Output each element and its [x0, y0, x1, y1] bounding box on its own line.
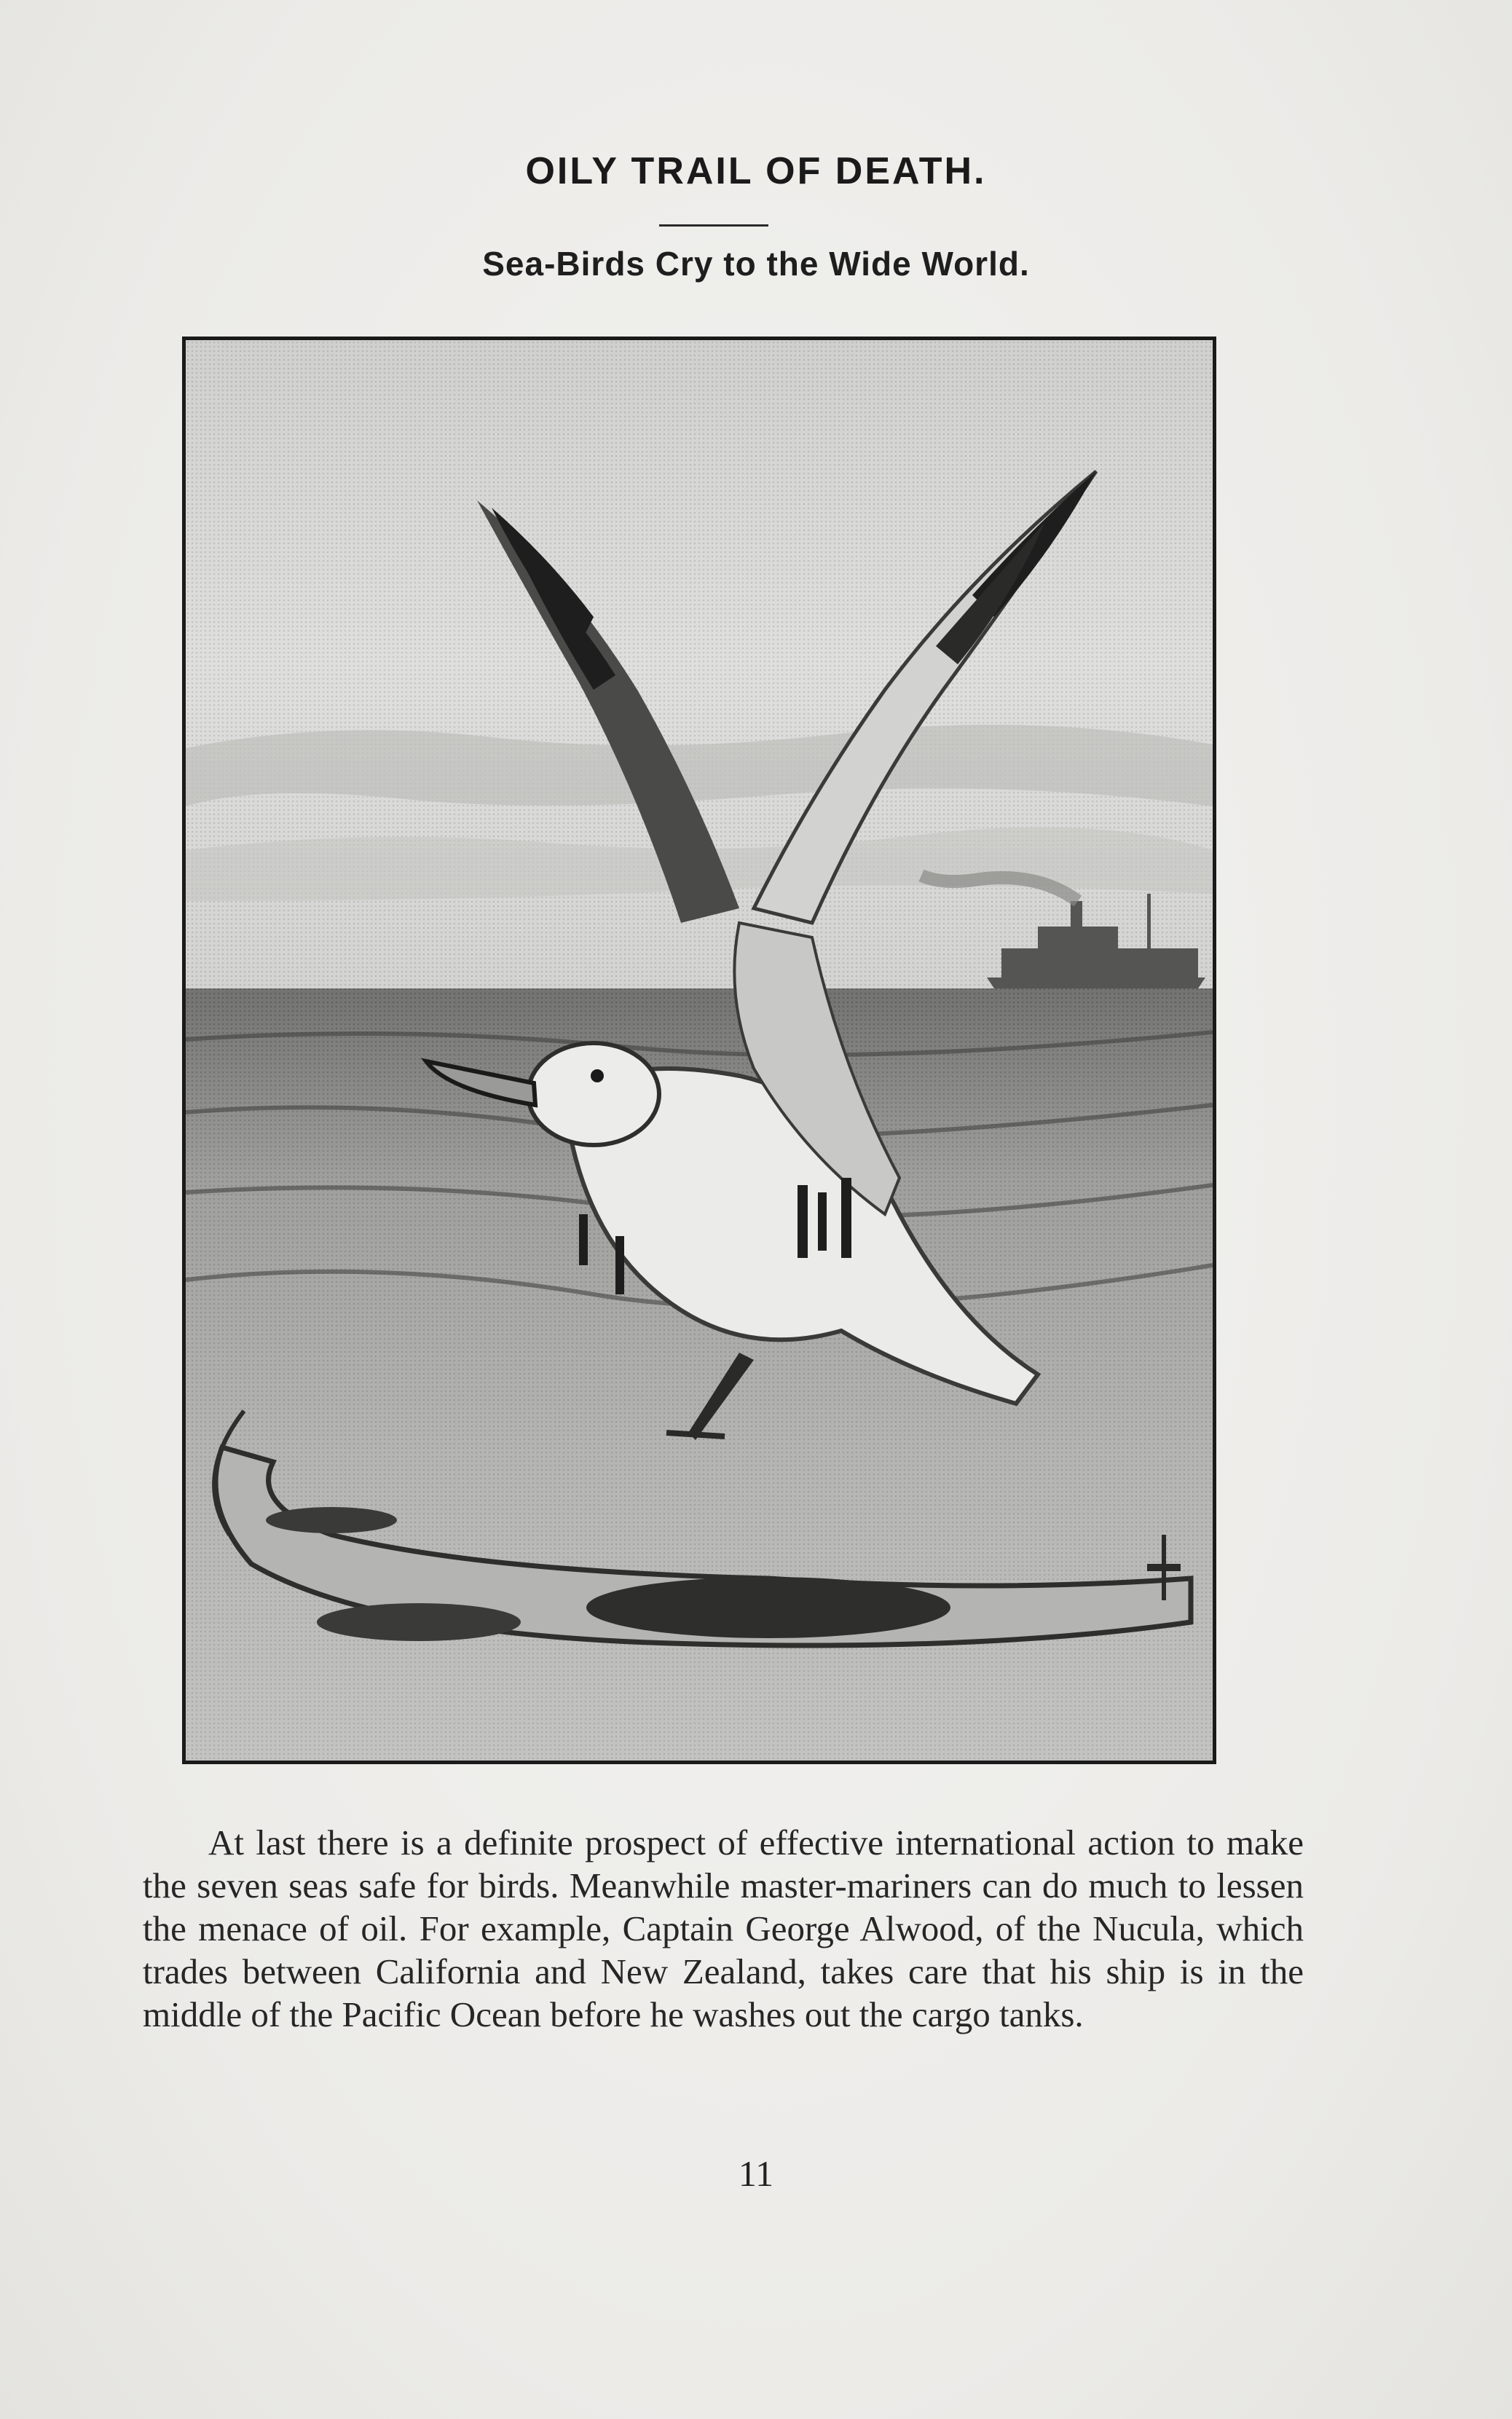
oiled-seabird-illustration: [182, 337, 1216, 1764]
body-paragraph: At last there is a definite prospect of effective international action to make the seven seas safe for birds. Meanwhile master-mariners can do much to lessen the menace of oil. For example, Captain George Alwood, of the Nucula, which trades between California and New Zealand, takes care that his ship is in the middle of the Pacific Ocean before he washes out the cargo tanks.: [143, 1822, 1304, 2034]
title-divider: [659, 224, 768, 227]
body-text: [143, 1821, 1304, 2036]
page-number: 11: [738, 2153, 774, 2194]
page-subtitle: Sea-Birds Cry to the Wide World.: [482, 245, 1030, 283]
page-title: OILY TRAIL OF DEATH.: [525, 150, 987, 192]
seabird-icon: [186, 340, 1213, 1761]
